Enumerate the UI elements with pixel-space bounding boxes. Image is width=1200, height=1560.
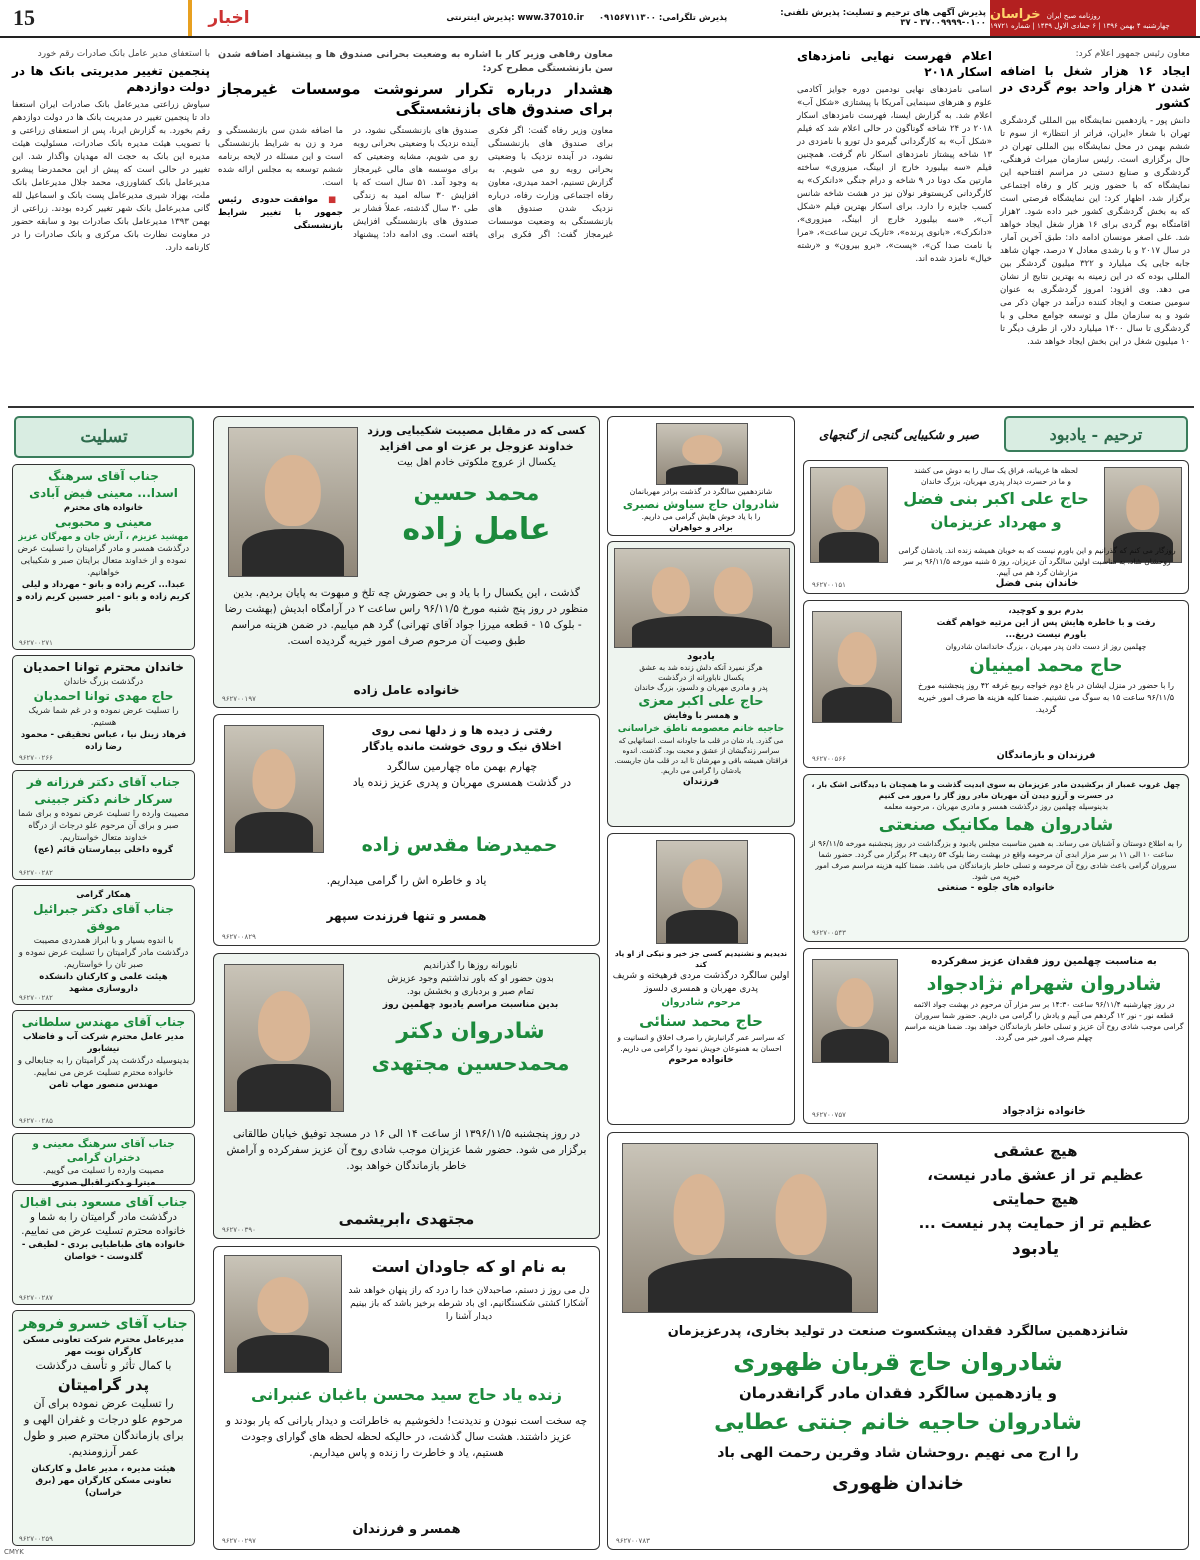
ad-code: ۹۶۲۷۰۰۲۸۲ [19,869,53,877]
memorial-line: رفتی ز دیده ها و ز دلها نمی روی [371,724,553,737]
memorial-signature: همسر و تنها فرزندت سپهر [326,909,487,923]
memorial-signature: مجتهدی ،ابریشمی [338,1210,475,1228]
memorial-line: شانزدهمین سالگرد فقدان پیشکسوت صنعت در تولید بخاری، پدرعزیزمان [667,1324,1129,1339]
condolence-name: سرکار خانم دکتر جبینی [34,792,173,806]
memorial-line: شانزدهمین سالگرد در گذشت برادر مهربانمان [629,487,773,496]
poem-line: عظیم تر از حمایت پدر نیست ... [918,1214,1153,1232]
couple-photo [614,548,790,648]
condolence-signature: گروه داخلی بیمارستان قائم (عج) [34,845,173,855]
memorial-signature: همسر و فرزندان [352,1522,461,1537]
condolence-line: درگذشت بزرگ خاندان [63,677,144,687]
memorial-line: یکسال ناباورانه از درگذشت [658,673,744,682]
memorial-heading: یادبود [687,651,715,662]
condolence-signature: مهندس منصور مهاب ثامن [48,1080,159,1090]
deceased-name: حاج علی اکبر بنی فضل [903,489,1089,508]
deceased-name: حاج محمد سنائی [639,1012,763,1030]
memorial-amelzadeh [213,416,600,708]
deceased-name: حاج محمد امینیان [969,655,1123,676]
memorial-body: را به اطلاع دوستان و آشنایان می رساند. به همین مناسبت مجلس یادبود و بزرگداشت در روز پنجشنبه مورخه ۹۶/۱۱/۵ از ساعت ۱۰ الی ۱۱ بر سر مزار ابدی آن مرحومه واقع در بهشت رضا بلوک ۵۳ ردیف ۶۳ برگزار می گردد. حضور شما سروران گرامی باعث شادی روح آن مرحومه و تسلی خاطر بازماندگان می باشد. ضمنا کلیه هزینه مراسم صرف امور خیریه می شود. [810,839,1182,881]
article-kicker: با استعفای مدیر عامل بانک صادرات رقم خورد [37,49,210,59]
news-article-oscar [797,48,992,393]
memorial-line: و یازدهمین سالگرد فقدان مادر گرانقدرمان [738,1384,1057,1402]
portrait-photo [224,1255,342,1373]
memorial-body: در روز چهارشنبه ۹۶/۱۱/۴ ساعت ۱۴:۳۰ بر سر مزار آن مرحوم در بهشت جواد الائمه قطعه نور - نور ۱۲ گردهم می آییم و یادش را گرامی می داریم. حضور شما سروران گرامی موجب شادی روح آن عزیز و تسلی خاطر بازماندگان خواهد بود. ضمنا هزینه مراسم چهلم صرف امور خیر می گردد. [904,1000,1184,1042]
memorial-line: چهارم بهمن ماه چهارمین سالگرد [386,760,538,773]
memorial-line: اخلاق نیک و روی خوشت مانده یادگار [362,740,562,753]
memorial-body: می گذرد. یاد شان در قلب ما جاودانه است. انسانهایی که سراسر زندگیشان از عشق و محبت بود. گذشت. اندوه فراقتان همیشه باقی و مهرشان تا ابد در قلب مان جاریست. یادشان را گرامی می داریم. [614,737,788,775]
condolence-heading: جناب آقای سرهنگ [48,469,159,483]
memorial-line: بدین مناسبت مراسم یادبود چهلمین روز [382,1000,559,1010]
article-title: ایجاد ۱۶ هزار شغل با اضافه شدن ۲ هزار واحد بوم گردی در کشور [1000,64,1190,110]
memorial-line: و ما در حسرت دیدار پدری مهربان، بزرگ خاندان [920,477,1072,486]
condolence-forouhar [12,1310,195,1546]
deceased-name: و مهرداد عزیزمان [930,513,1062,531]
condolence-body: مصیبت وارده را تسلیت عرض نموده و برای شما صبر و برای آن مرحوم علو درجات از درگاه خداوند متعال خواستاریم. [18,809,189,843]
condolence-body: با کمال تأثر و تأسف درگذشت [35,1359,172,1372]
condolence-signature: هیئت مدیره ، مدیر عامل و کارکنان تعاونی مسکن کارگران مهر (برق خراسان) [31,1464,176,1498]
condolence-heading: جناب آقای مهندس سلطانی [21,1015,186,1029]
condolence-signature: خانواده های طباطبایی بردی - لطیفی - گلدوست - خواصان [21,1240,186,1262]
memorial-body: یاد و خاطره اش را گرامی میداریم. [326,874,487,887]
condolence-movafagh [12,885,195,1005]
memorial-line: خداوند عزوجل بر عزت او می افزاید [379,440,574,453]
deceased-name: حمیدرضا مقدس زاده [361,834,558,856]
ad-code: ۹۶۲۷۰۰۷۸۳ [616,1537,650,1545]
memorial-line: بدرم برو و کوچید، [1008,606,1084,616]
deceased-name: محمدحسین مجتهدی [371,1051,570,1075]
ad-code: ۹۶۲۷۰۰۵۶۶ [812,755,846,763]
section-divider [8,406,1194,408]
deceased-name: شادروان شهرام نژادجواد [926,973,1162,995]
portrait-photo [228,427,358,577]
memorial-line: مرحوم شادروان [661,997,741,1008]
ad-code: ۹۶۲۷۰۰۲۸۷ [19,1294,53,1302]
portrait-photo [812,611,902,723]
poem-line: عظیم تر از عشق مادر نیست، [927,1166,1144,1184]
memorial-line: رفت و با خاطره هایش پس از این مرثیه خواهم گفت [936,618,1156,628]
deceased-name: حاجیه خانم معصومه ناطق خراسانی [617,723,785,734]
memorial-body: چه سخت است نبودن و ندیدنت! دلخوشیم به خاطراتت و دیدار یارانی که یار بودند و عزیز داشتند. هشت سال گذشت، در حالیکه لحظه لحظه های گوارای وجودت هستیم، یاد و خاطرت را زنده و پاس میداریم. [225,1415,588,1459]
memorial-sanaei [607,833,795,1125]
deceased-name: شادروان حاجیه خانم جنتی عطایی [714,1410,1082,1435]
deceased-name: زنده یاد حاج سید محسن باغبان عنبرانی [250,1385,562,1404]
memorial-banifazl [803,460,1189,594]
news-article-tourism [1000,48,1190,393]
ad-code: ۹۶۲۷۰۰۵۴۳ [812,929,846,937]
memorial-moghaddaszadeh [213,714,600,946]
ad-code: ۹۶۲۷۰۰۱۵۱ [812,581,846,589]
deceased-name: شادروان هما مکانیک صنعتی [878,815,1114,835]
condolence-heading: جناب آقای سرهنگ معینی و دختران گرامی [32,1138,175,1164]
memorial-line: در حسرت و آرزو دیدن آن مهربان مادر روز گار را مرور می کنیم [878,791,1114,800]
memorial-signature: خاندان ظهوری [832,1473,964,1494]
memorial-line: تمام صبر و بردباری و بخشش بود. [406,987,535,997]
article-body: دانش پور - یازدهمین نمایشگاه بین المللی گردشگری تهران با شعار «ایران، فراتر از انتظار» از سوم تا ششم بهمن در محل نمایشگاه بین المللی تهران در حال برگزاری است. رئیس سازمان میراث فرهنگی، گردشگری و صنایع دستی در مراسم افتتاحیه این نمایشگاه که با حضور وزیر کار و رفاه اجتماعی برگزار شد، اظهار کرد: این نمایشگاه فرصتی است که به بخش گردشگری کشور خبر داده شود. ۲هزار اقامتگاه بوم گردی برای ۱۶ هزار شغل ایجاد خواهد شد. علی اصغر مونسان ادامه داد: طبق آخرین آمار، در سال ۲۰۱۷ و با رشدی معادل ۷ درصد، جهان شاهد جابه جایی یک میلیارد و ۳۲۲ میلیون گردشگر بین المللی بوده که در این زمینه به بهترین نتایج از نشان می دهد. وی افزود: امروز گردشگری به عنوان سومین صنعت و ایجاد کننده درآمد در جهان ذکر می شود و به سازمان ملل و توسعه جوامع محلی و با گردشگری تا سال ۱۴۰۰ میلیارد دلار، از طرف دیگر تا ۱۰ میلیون شغل در این بخش ایجاد خواهد شد. [1000,116,1190,347]
condolence-body: بدینوسیله درگذشت پدر گرامیتان را به جنابعالی و خانواده محترم تسلیت عرض می نماییم. [17,1056,190,1078]
condolence-name: مهشید عزیزم ، آرش جان و مهرگان عزیز [18,532,189,542]
deceased-name: شادروان حاج سیاوش نصیری [622,498,780,511]
ad-code: ۹۶۲۷۰۰۸۲۹ [222,933,256,941]
news-article-bank [12,48,210,393]
condolence-name: اسدا... معینی فیض آبادی [29,486,178,500]
condolence-moeini [12,464,195,650]
memorial-line: به مناسبت چهلمین روز فقدان عزیز سفرکرده [931,956,1157,967]
memorial-line: باورم نیست دریغ... [1005,630,1087,640]
article-body: معاون وزیر رفاه گفت: اگر فکری برای صندوق های بازنشستگی نشود، در آینده نزدیک با وضعیتی بحرانی روبه رو می شویم. به گزارش تسنیم، احمد میدری، معاون رفاه اجتماعی وزارت رفاه، درباره نزدیک شدن صندوق های بازنشستگی به وضعیت موسسات غیرمجاز گفت: اگر فکری برای صندوق های بازنشستگی نشود، در آینده نزدیک با وضعیتی بحرانی روبه رو می شویم، مشابه وضعیتی که برای موسسه های مالی غیرمجاز به وجود آمد. ۵۱ سال است که با افزایش ۳۰ ساله امید به زندگی طی ۳۰ سال گذشته، عملاً فشار بر صندوق های بازنشستگی افزایش یافته است. وی ادامه داد: پیشنهاد ما اضافه شدن سن بازنشستگی و مرد و زن به شرایط بازنشستگی است و این مسئله در لایحه برنامه ششم توسعه به مجلس ارائه شده است. [218,126,613,240]
print-mark: CMYK [4,1548,24,1556]
condolence-signature: میترا و دکتر اقبال صدری [51,1178,156,1188]
memorial-line: را با یاد خوش هایش گرامی می داریم. [641,512,761,521]
condolence-heading: جناب آقای دکتر فرزانه فر [26,775,181,789]
condolence-line: خانواده های محترم [63,503,144,513]
couple-photo [622,1143,878,1313]
condolence-name: معینی و محبوبی [54,515,153,529]
article-title: هشدار درباره تکرار سرنوشت موسسات غیرمجاز برای صندوق های بازنشستگی [218,80,613,118]
memorial-signature: فرزندان و بازماندگان [996,750,1096,761]
memorial-line: بدون حضور او که باور نداشتیم وجود عزیزش [387,974,554,984]
memorial-poem: دل می روز ز دستم، صاحبدلان خدا را درد که راز پنهان خواهد شد آشکارا کشتی شکستگانیم، ای باد شرطه برخیز باشد که باز بینیم دیدار آشنا را [348,1286,590,1322]
condolence-heading: جناب آقای مسعود بنی اقبال [19,1195,188,1209]
portrait-photo [224,964,344,1112]
memorial-heading: یادبود [1011,1239,1060,1259]
article-body: سیاوش زراعتی مدیرعامل بانک صادرات ایران استعفا داد تا پنجمین تغییر در مدیریت بانک ها در دولت دوازدهم رقم بخورد. به گزارش ایرنا، پس از استعفای زراعتی و با تصویب هیئت مدیره بانک صادرات، مسئولیت هیئت مدیره این بانک به حجت اله مهدیان واگذار شد. این تغییر در حالی است که پیش از این محمدرضا پیشرو مدیرعامل بانک کشاورزی، محمد جلال مدیرعامل بانک ملت، بهزاد شیری مدیرعامل پست بانک و اسماعیل لله گانی مدیرعامل بانک شهر تغییر کرده بودند. زراعتی از بهمن ۱۳۹۳ مدیرعامل بانک صادرات بود و سابقه حضور در معاونت نظارت بانک مرکزی و بانک صادرات را در کارنامه دارد. [12,100,210,253]
page-number: 15 [13,5,35,30]
condolence-name: جناب آقای دکتر جبرائیل موفق [33,902,174,933]
website-text: www.37010.ir :پذیرش اینترنتی [446,13,584,23]
article-body: اسامی نامزدهای نهایی نودمین دوره جوایز آکادمی علوم و هنرهای سینمایی آمریکا با پیشتازی «شکل آب» اعلام شد. به گزارش ایسنا، فهرست نامزدهای اسکار ۲۰۱۸ در ۲۴ شاخه گوناگون در حالی اعلام شد که فیلم «شکل آب» به کارگردانی گیرمو دل تورو با نامزدی در ۱۳ شاخه پیشتاز نامزدهای اسکار نام گرفت. همچنین فیلم «سه بیلبورد خارج از ابینگ، میزوری» ساخته مارتین مک دونا در ۹ شاخه و درام جنگی «دانکرک» به کارگردانی کریستوفر نولان نیز در هشت شاخه شانس کسب جایزه را دارد. برای اسکار بهترین فیلم «شکل آب»، «سه بیلبورد خارج از ابینگ، میزوری»، «دانکرک»، «بانوی پرنده»، «تاریک ترین ساعت»، «مرا با نامت صدا کن»، «پست»، «برو بیرون» و «رشته خیال» نامزد شده اند. [797,85,992,264]
news-article-pension: معاون رفاهی وزیر کار با اشاره به وضعیت بحرانی صندوق ها و پیشنهاد اضافه شدن سن بازنشستگی مطرح کرد: هشدار درباره تکرار سرنوشت موسسات غیرمجاز برای صندوق های بازنشستگی معاون وزیر رفاه گفت: اگر فکری برای صندوق های بازنشستگی نشود، در آینده نزدیک با وضعیتی بحرانی روبه رو می شویم. به گزارش تسنیم، احمد میدری، معاون رفاه اجتماعی وزارت رفاه، درباره نزدیک شدن صندوق های بازنشستگی به وضعیت موسسات غیرمجاز گفت: اگر فکری برای صندوق های بازنشستگی نشود، در آینده نزدیک با وضعیتی بحرانی روبه رو می شویم، مشابه وضعیتی که برای موسسه های مالی غیرمجاز به وجود آمد. ۵۱ سال است که با افزایش ۳۰ ساله امید به زندگی طی ۳۰ سال گذشته، عملاً فشار بر صندوق های بازنشستگی افزایش یافته است. وی ادامه داد: پیشنهاد ما اضافه شدن سن بازنشستگی و مرد و زن به شرایط بازنشستگی است و این مسئله در لایحه برنامه ششم توسعه به مجلس ارائه شده است. ■ موافقت حدودی رئیس جمهور با تغییر شرایط بازنشستگی [218,49,613,240]
memorial-body: که سراسر عمر گرانبارش را صرف اخلاق و انسانیت و احسان به همنوعان خویش نمود را گرامی می داریم. [617,1033,785,1053]
portrait-photo [656,423,748,485]
memorial-heading: به نام او که جاودان است [371,1257,567,1276]
ad-code: ۹۶۲۷۰۰۲۹۷ [222,1537,256,1545]
memorial-line: لحظه ها غریبانه، فراق یک سال را به دوش می کشند [914,466,1078,475]
memorial-aminian [803,600,1189,768]
memorial-line: را ارج می نهیم .روحشان شاد وقرین رحمت الهی باد [717,1445,1079,1461]
memorial-body: را با حضور در منزل ایشان در باغ دوم خواجه ربیع غرفه ۴۲ روز پنجشنبه مورخ ۹۶/۱۱/۵ ساعت ۱۵ به سوگ می نشینیم. ضمنا کلیه هزینه ها صرف امور خیریه گردید. [917,681,1175,714]
memorial-signature: برادر و خواهران [669,523,733,532]
ad-code: ۹۶۲۷۰۰۲۵۹ [19,1535,53,1543]
condolence-moeini-daughters [12,1133,195,1188]
condolence-farzanehfar [12,770,195,880]
memorial-line: یکسال از عروج ملکوتی خادم اهل بیت [397,457,556,468]
memorial-mojtahedi [213,953,600,1239]
deceased-title: شادروان دکتر [396,1019,545,1044]
portrait-photo [812,959,898,1063]
condolence-body: با اندوه بسیار و با ابراز همدردی مصیبت درگذشت مادر گرامیتان را تسلیت عرض نموده و صبر تان را خواستاریم. [18,936,189,970]
poem-line: هیچ حمایتی [992,1190,1079,1208]
portrait-photo [656,840,748,944]
condolence-line: مدیرعامل محترم شرکت تعاونی مسکن کارگران نوبت مهر [22,1335,185,1357]
condolence-heading: همکار گرامی [76,890,131,900]
memorial-line: نابورانه روزها را گذراندیم [423,961,518,971]
memorial-body: روزگار می کنم که گذرانیم و این باورم نیست که به خوبان همیشه زنده اند. یادشان گرامی روحشان شاد. به مناسبت اولین سالگرد آن عزیزان، روز ۵ شنبه مورخه ۹۶/۱۱/۵ بر سر مزارشان گرد هم می آییم. [898,546,1176,577]
condolence-ahmadian [12,655,195,765]
condolence-name: پدر گرامیتان [57,1376,150,1394]
memorial-line: در گذشت همسری مهربان و پدری عزیز زنده یاد [352,776,572,789]
article-kicker: معاون رئیس جمهور اعلام کرد: [1075,49,1190,59]
memorial-zohouri [607,1132,1189,1550]
memorial-signature: فرزندان [682,777,720,787]
memorial-line: پدری مهربان و همسری دلسوز [644,984,758,994]
condolence-signature: فرهاد زینل نیا ، عباس تحقیقی - محمود رضا زاده [20,730,187,752]
deceased-name: حاج علی اکبر معزی [638,694,764,709]
logo-sub: روزنامه صبح ایران [1046,11,1101,20]
article-title: اعلام فهرست نهایی نامزدهای اسکار ۲۰۱۸ [797,49,992,79]
portrait-photo [224,725,324,853]
condolence-heading: خاندان محترم توانا احمدیان [23,660,184,674]
memorial-signature: خانواده عامل زاده [353,683,460,697]
condolence-body: مصیبت وارده را تسلیت می گوییم. [42,1166,165,1176]
condolence-signature: عبدا... کریم زاده و بانو - مهرداد و لیلی کریم زاده و بانو - امیر حسین کریم زاده و بانو [16,580,190,614]
condolence-body: را تسلیت عرض نموده برای آن مرحوم علو درجات و غفران الهی و برای بازماندگان محترم صبر و طول عمر آرزومندیم. [23,1397,184,1458]
condolence-body: درگذشت همسر و مادر گرامیتان را تسلیت عرض نموده و از خداوند متعال برایتان صبر و شکیبایی خواهانیم. [17,544,190,578]
deceased-name: شادروان حاج قربان ظهوری [733,1348,1063,1376]
portrait-photo [810,467,888,563]
banner-poem: صبر و شکیبایی گنجی از گنجهای [819,428,979,442]
condolence-body: را تسلیت عرض نموده و در غم شما شریک هستیم. [28,706,179,728]
condolence-line: مدیر عامل محترم شرکت آب و فاضلاب نیشابور [23,1032,184,1054]
memorial-signature: خاندان بنی فضل [995,578,1079,589]
section-title: اخبار [188,0,258,36]
condolence-baniegbal [12,1190,195,1305]
memorial-signature: خانواده مرحوم [668,1055,734,1065]
memorial-signature: خانواده نژادجواد [1002,1105,1086,1117]
memorial-nezhadjavad [803,948,1189,1124]
memorial-body: در روز پنجشنبه ۱۳۹۶/۱۱/۵ از ساعت ۱۴ الی ۱۶ در مسجد توفیق خیابان طالقانی برگزار می شود. حضور شما عزیزان موجب شادی روح آن عزیز سفرکرده و آرامش خاطر بازماندگان خواهد بود. [226,1128,587,1172]
article-title: پنجمین تغییر مدیریتی بانک ها در دولت دوازدهم [12,64,210,94]
phone-text: پذیرش آگهی های ترحیم و تسلیت: پذیرش تلفنی: ۰۱۰۰-۳۷۰۰۹۹۹۹ - ۳۷ [780,8,986,28]
article-subhead: موافقت حدودی رئیس جمهور با تغییر شرایط بازنشستگی [218,195,343,231]
logo-block [990,0,1196,36]
memorial-nasiri [607,416,795,536]
memorial-signature: خانواده های جلوه - صنعتی [937,883,1055,893]
memorial-line: بدینوسیله چهلمین روز درگذشت همسر و مادری مهربان ، مرحومه معلمه [884,802,1108,811]
deceased-first-name: محمد حسین [413,481,540,505]
tasliat-banner: تسلیت [14,416,194,458]
memorial-line: چهلمین روز از دست دادن پدر مهربان ، بزرگ خاندانمان شادروان [945,642,1147,651]
condolence-heading: جناب آقای خسرو فروهر [19,1316,188,1332]
memorial-line: و همسر با وفایش [663,711,739,721]
article-kicker: معاون رفاهی وزیر کار با اشاره به وضعیت بحرانی صندوق ها و پیشنهاد اضافه شدن سن بازنشستگی مطرح کرد: [218,49,613,74]
memorial-moezzi [607,541,795,827]
telegram-text: پذیرش تلگرامی: ۰۹۱۵۶۷۱۱۳۰۰ [598,13,728,23]
poem-line: هیچ عشقی [993,1142,1078,1160]
memorial-line: ندیدیم و نشنیدیم کسی جز خیر و نیکی از او یاد کند [614,949,788,969]
memorial-line: اولین سالگرد درگذشت مردی فرهیخته و شریف [612,971,790,981]
memorial-sanati [803,774,1189,942]
condolence-signature: هیئت علمی و کارکنان دانشکده داروسازی مشهد [39,972,168,994]
ad-code: ۹۶۲۷۰۰۲۶۶ [19,754,53,762]
memorial-line: کسی که در مقابل مصیبت شکیبایی ورزد [367,424,586,437]
condolence-soltani [12,1010,195,1128]
memorial-line: چهل غروب غمبار از برکشیدن مادر عزیزمان به سوی ابدیت گذشت و ما همچنان با دیدگانی اشک بار ، [811,780,1181,789]
ad-code: ۹۶۲۷۰۰۷۵۷ [812,1111,846,1119]
ad-code: ۹۶۲۷۰۰۲۸۲ [19,994,53,1002]
deceased-last-name: عامل زاده [402,512,551,547]
ad-code: ۹۶۲۷۰۰۳۹۰ [222,1226,256,1234]
memorial-line: پدر و مادری مهربان و دلسوز، بزرگ خاندان [634,683,768,692]
ad-code: ۹۶۲۷۰۰۱۹۷ [222,695,256,703]
memorial-baghban [213,1246,600,1550]
memorial-line: هرگز نمیرد آنکه دلش زنده شد به عشق [639,663,763,672]
condolence-body: درگذشت مادر گرامیتان را به شما و خانواده محترم تسلیت عرض می نماییم. [21,1212,186,1237]
issue-date: چهارشنبه ۴ بهمن ۱۳۹۶ | ۶ جمادی الاول ۱۴۳۹ | شماره ۱۹۷۲۱ [990,21,1170,30]
condolence-name: حاج مهدی توانا احمدیان [33,689,174,703]
ad-code: ۹۶۲۷۰۰۲۷۱ [19,639,53,647]
logo: خراسان [990,6,1041,22]
tarhim-banner: ترحیم - یادبود [1004,416,1188,452]
page-header [0,0,1200,38]
memorial-body: گذشت ، این یکسال را با یاد و بی حضورش چه تلخ و مبهوت به پایان بردیم. بدین منظور در روز پنج شنبه مورخ ۹۶/۱۱/۵ راس ساعت ۲ در آرامگاه ابدیش (بهشت رضا - بلوک ۱۵ - قطعه میرزا جواد آقای تهرانی) گرد هم میاییم. در ضمن هزینه مراسم طبق وصیت آن مرحوم صرف امور خیریه گردیده است. [224,587,589,647]
ad-code: ۹۶۲۷۰۰۲۸۵ [19,1117,53,1125]
